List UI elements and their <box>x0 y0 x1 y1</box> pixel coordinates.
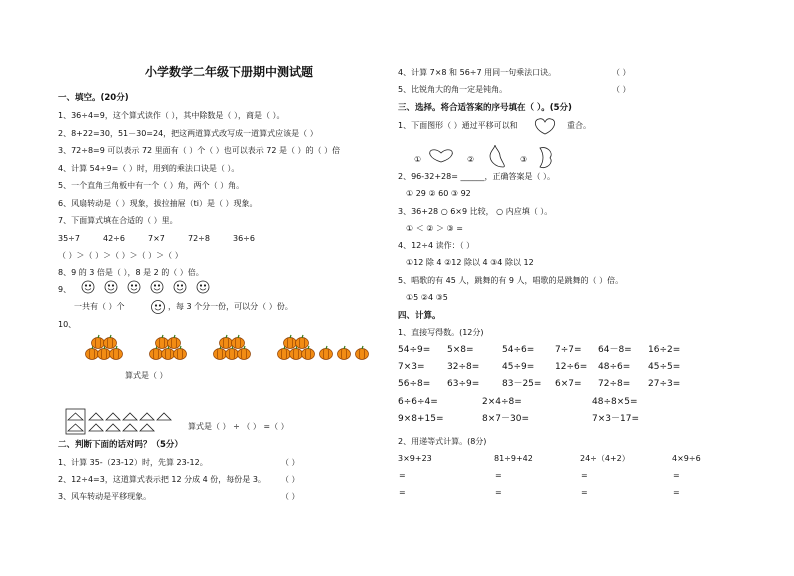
calc-item: 54÷6= <box>502 345 535 355</box>
calc-item: 45÷5= <box>648 362 681 372</box>
s1-question-2: 2、8+22=30，51－30=24，把这两道算式改写成一道算式应该是（ ） <box>58 129 318 138</box>
step-expression: 3×9+23 <box>398 454 432 463</box>
calc-item: 64－8= <box>598 345 632 355</box>
s1-question-9-number: 9、 <box>58 285 72 294</box>
equals-sign: = <box>673 488 680 497</box>
step-expression: 24÷（4+2） <box>580 454 630 463</box>
q9-total-count: 一共有（ ）个 <box>74 302 125 311</box>
s4-part-1-heading: 1、直接写得数。(12分) <box>398 328 484 337</box>
calc-item: 16÷2= <box>648 345 681 355</box>
s1-question-6: 6、风扇转动是（ ）现象，拔拉抽屉（ti）是（ ）现象。 <box>58 199 258 208</box>
section-2-heading: 二、判断下面的话对吗？（5分） <box>58 440 183 450</box>
s1-question-4: 4、计算 54÷9=（ ）时，用到的乘法口诀是（ ）。 <box>58 164 240 173</box>
s1-question-10-number: 10、 <box>58 320 77 329</box>
q10-division-formula: 算式是（ ） ÷ （ ） =（ ） <box>188 422 289 431</box>
calc-item: 83－25= <box>502 379 542 389</box>
s2-question-5: 5、比锐角大的角一定是钝角。 <box>398 85 508 94</box>
s3-q1-option-2: ② <box>467 155 475 164</box>
section-4-heading: 四、计算。 <box>398 311 441 321</box>
q7-expr-3: 7×7 <box>148 234 165 243</box>
s3-question-3: 3、36+28 ○ 6×9 比较， ○ 内应填（ ）。 <box>398 207 553 216</box>
s1-question-1: 1、36÷4=9，这个算式读作（ ），其中除数是（ ），商是（ ）。 <box>58 111 285 120</box>
heart-option-2-icon <box>490 145 504 167</box>
s2-answer-paren-2: （ ） <box>281 475 300 484</box>
s3-question-4: 4、12÷4 读作：（ ） <box>398 241 475 250</box>
s2-question-1: 1、计算 35-（23-12）时，先算 23-12。 <box>58 458 208 467</box>
q7-expr-4: 72÷8 <box>188 234 210 243</box>
calc-item: 5×8= <box>447 345 474 355</box>
q9-division-question: ，每 3 个分一份，可以分（ ）份。 <box>168 302 293 311</box>
step-expression: 81÷9+42 <box>494 454 533 463</box>
calc-item: 63÷9= <box>447 379 480 389</box>
q7-expr-5: 36÷6 <box>233 234 255 243</box>
equals-sign: = <box>581 488 588 497</box>
page-title: 小学数学二年级下册期中测试题 <box>145 65 314 79</box>
s3-q4-options: ①12 除 4 ②12 除以 4 ③4 除以 12 <box>406 258 534 267</box>
calc-item: 6×7= <box>555 379 582 389</box>
s3-question-5: 5、唱歌的有 45 人，跳舞的有 9 人，唱歌的是跳舞的（ ）倍。 <box>398 276 624 285</box>
s1-question-3: 3、72÷8=9 可以表示 72 里面有（ ）个（ ）也可以表示 72 是（ ）的（ ）倍 <box>58 146 341 155</box>
s1-question-5: 5、一个直角三角板中有一个（ ）角，两个（ ）角。 <box>58 181 245 190</box>
section-3-heading: 三、选择。将合适答案的序号填在（ ）。(5分) <box>398 103 572 113</box>
q7-expr-2: 42÷6 <box>103 234 125 243</box>
s3-q1-option-3: ③ <box>520 155 528 164</box>
calc-item: 27÷3= <box>648 379 681 389</box>
s3-question-2: 2、96-32+28= ______，正确答案是（ ）。 <box>398 172 556 181</box>
s3-question-1-tail: 重合。 <box>567 121 591 130</box>
calc-item: 56÷8= <box>398 379 431 389</box>
calc-item: 72÷8= <box>598 379 631 389</box>
equals-sign: = <box>399 488 406 497</box>
section-1-heading: 一、填空。(20分) <box>58 93 129 103</box>
calc-item: 7×3－17= <box>592 414 639 424</box>
calc-item: 9×8+15= <box>398 414 444 424</box>
s3-q1-option-1: ① <box>414 155 422 164</box>
s2-answer-paren-1: （ ） <box>281 458 300 467</box>
s2-answer-paren-5: （ ） <box>612 85 631 94</box>
s2-question-3: 3、风车转动是平移现象。 <box>58 492 152 501</box>
s2-question-4: 4、计算 7×8 和 56÷7 用同一句乘法口诀。 <box>398 68 557 77</box>
step-expression: 4×9÷6 <box>672 454 701 463</box>
s1-question-7: 7、下面算式填在合适的（ ）里。 <box>58 216 178 225</box>
heart-option-1-icon <box>430 150 453 162</box>
equals-sign: = <box>581 471 588 480</box>
q7-comparison-chain: （ ）＞（ ）＞（ ）＞（ ）＞（ ） <box>58 251 183 260</box>
heart-option-3-icon <box>540 148 551 168</box>
heart-reference-icon <box>535 119 554 134</box>
equals-sign: = <box>399 471 406 480</box>
q10-formula-blank: 算式是（ ） <box>125 371 168 380</box>
s3-question-1: 1、下面图形（ ）通过平移可以和 <box>398 121 518 130</box>
s2-answer-paren-3: （ ） <box>281 492 300 501</box>
calc-item: 8×7－30= <box>482 414 529 424</box>
calc-item: 45÷9= <box>502 362 535 372</box>
calc-item: 54÷9= <box>398 345 431 355</box>
s3-q3-options: ① ＜ ② ＞ ③ = <box>406 224 463 233</box>
equals-sign: = <box>495 471 502 480</box>
q7-expr-1: 35÷7 <box>58 234 80 243</box>
calc-item: 48÷8×5= <box>592 397 638 407</box>
calc-item: 6÷6÷4= <box>398 397 438 407</box>
s1-question-8: 8、9 的 3 倍是（ ），8 是 2 的（ ）倍。 <box>58 268 204 277</box>
equals-sign: = <box>673 471 680 480</box>
s2-question-2: 2、12÷4=3，这道算式表示把 12 分成 4 份，每份是 3。 <box>58 475 266 484</box>
calc-item: 7×3= <box>398 362 425 372</box>
calc-item: 48÷6= <box>598 362 631 372</box>
calc-item: 2×4÷8= <box>482 397 522 407</box>
equals-sign: = <box>495 488 502 497</box>
calc-item: 7÷7= <box>555 345 582 355</box>
s3-q2-options: ① 29 ② 60 ③ 92 <box>406 189 471 198</box>
s2-answer-paren-4: （ ） <box>612 68 631 77</box>
s3-q5-options: ①5 ②4 ③5 <box>406 293 448 302</box>
calc-item: 32÷8= <box>447 362 480 372</box>
s4-part-2-heading: 2、用递等式计算。(8分) <box>398 437 487 446</box>
calc-item: 12÷6= <box>555 362 588 372</box>
